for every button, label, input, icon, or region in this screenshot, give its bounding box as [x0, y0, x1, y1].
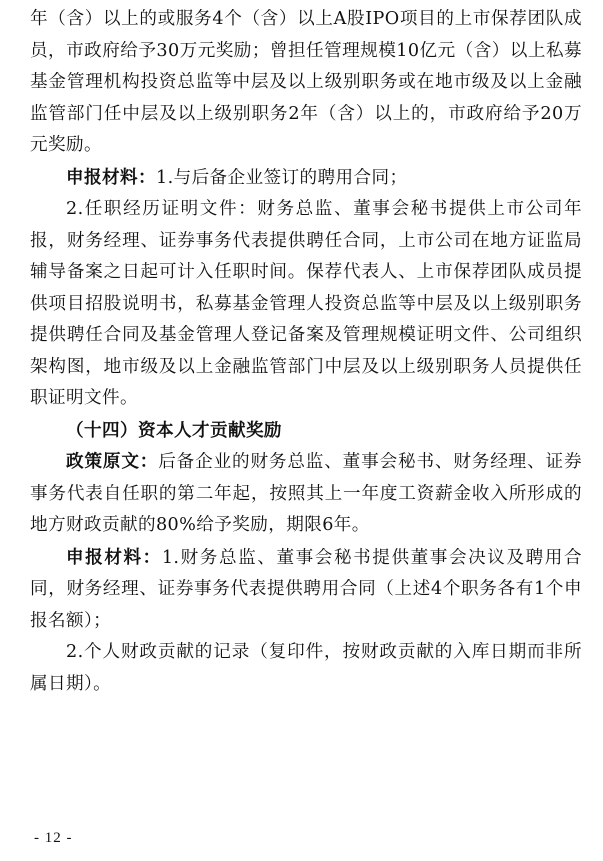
paragraph-text: 2.任职经历证明文件：财务总监、董事会秘书提供上市公司年报，财务经理、证券事务代表提供聘任合同，上市公司在地方证监局辅导备案之日起可计入任职时间。保荐代表人、上市保荐团队成员提供项目招股说明书，私募基金管理人投资总监等中层及以上级别职务提供聘任合同及基金管理人登记备案及管理规模证明文件、公司组织架构图，地市级及以上金融监管部门中层及以上级别职务人员提供任职证明文件。	[30, 199, 582, 408]
document-body	[30, 4, 582, 700]
paragraph-fiscal-contribution	[30, 637, 582, 700]
paragraph-text: 2.个人财政贡献的记录（复印件，按财政贡献的入库日期而非所属日期）。	[30, 642, 582, 694]
paragraph-policy-text	[30, 446, 582, 542]
paragraph-lead-label: 申报材料：	[66, 546, 162, 568]
paragraph-text: 1.与后备企业签订的聘用合同；	[155, 167, 408, 188]
paragraph-award-continuation	[30, 4, 582, 162]
paragraph-application-materials-2	[30, 542, 582, 638]
paragraph-application-materials-1	[30, 162, 582, 195]
paragraph-text: 1.财务总监、董事会秘书提供董事会决议及聘用合同，财务经理、证券事务代表提供聘用合同（上述4个职务各有1个申报名额）；	[30, 547, 582, 631]
page-number: - 12 -	[34, 830, 73, 846]
section-heading: （十四）资本人才贡献奖励	[66, 419, 282, 441]
paragraph-text: 年（含）以上的或服务4个（含）以上A股IPO项目的上市保荐团队成员，市政府给予30万元奖励；曾担任管理规模10亿元（含）以上私募基金管理机构投资总监等中层及以上级别职务或在地市级及以上金融监管部门任中层及以上级别职务2年（含）以上的，市政府给予20万元奖励。	[30, 9, 582, 155]
paragraph-text: 后备企业的财务总监、董事会秘书、财务经理、证券事务代表自任职的第二年起，按照其上一年度工资薪金收入所形成的地方财政贡献的80%给予奖励，期限6年。	[30, 452, 582, 535]
paragraph-employment-proof	[30, 194, 582, 415]
paragraph-lead-label: 政策原文：	[66, 451, 159, 472]
paragraph-lead-label: 申报材料：	[66, 166, 156, 188]
